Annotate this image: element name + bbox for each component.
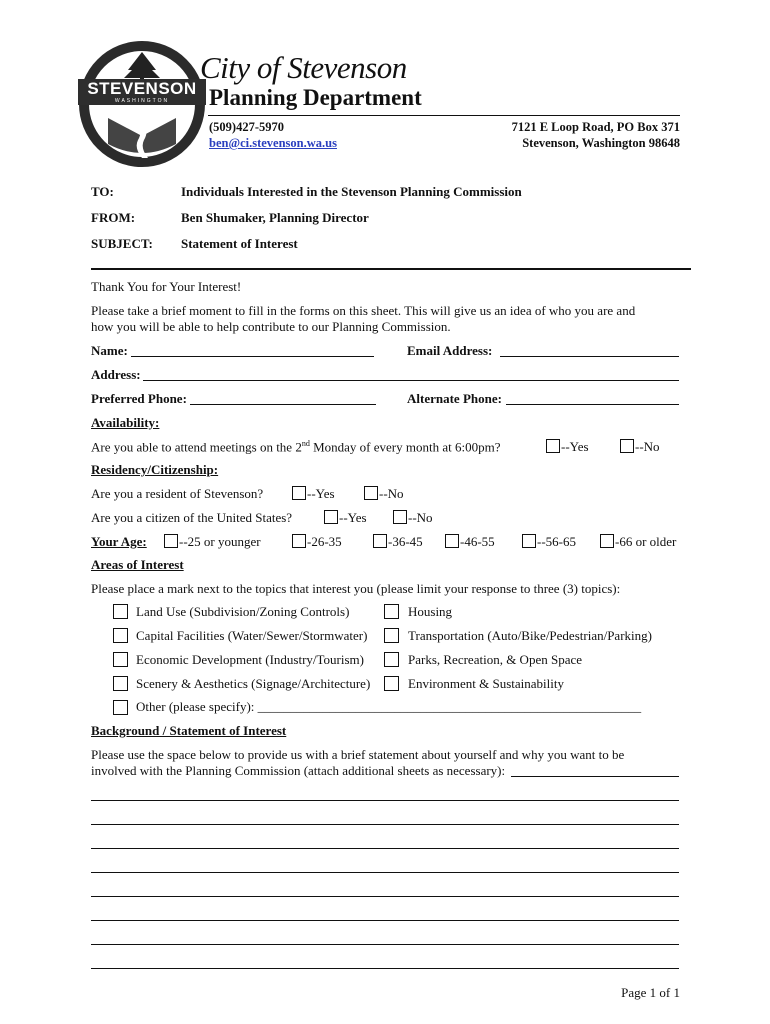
topic-housing-checkbox[interactable] [384,604,399,619]
alternate-phone-field[interactable] [506,404,679,405]
resident-no-checkbox[interactable] [364,486,378,500]
topic-label: Parks, Recreation, & Open Space [408,652,583,667]
resident-question: Are you a resident of Stevenson? [91,486,264,501]
email-field[interactable] [500,356,679,357]
dept-phone: (509)427-5970 [209,120,284,134]
memo-from-label: FROM: [91,210,136,225]
citizen-no-checkbox[interactable] [393,510,407,524]
topic-label: Scenery & Aesthetics (Signage/Architecture) [136,676,371,691]
memo-to-label: TO: [91,184,114,199]
age-option-checkbox[interactable] [164,534,178,548]
background-heading: Background / Statement of Interest [91,723,287,738]
background-line2: involved with the Planning Commission (attach additional sheets as necessary): [91,763,506,778]
citizen-no-label: --No [408,510,433,525]
areas-heading: Areas of Interest [91,557,184,572]
statement-line[interactable] [91,944,679,945]
page-number: Page 1 of 1 [621,985,680,1000]
age-option-checkbox[interactable] [600,534,614,548]
logo-subtext: WASHINGTON [114,98,170,104]
header-divider [208,115,680,116]
memo-to-value: Individuals Interested in the Stevenson Planning Commission [181,184,522,199]
memo-from-value: Ben Shumaker, Planning Director [181,210,369,225]
city-logo [78,40,206,168]
availability-no-label: --No [635,439,660,454]
topic-transportation-checkbox[interactable] [384,628,399,643]
department-title: Planning Department [209,85,422,110]
city-title: City of Stevenson [200,50,407,85]
statement-line[interactable] [91,824,679,825]
availability-question-sup: nd [301,439,310,448]
availability-question-pre: Are you able to attend meetings on the 2 [91,439,302,455]
availability-yes-label: --Yes [561,439,589,454]
age-option-checkbox[interactable] [373,534,387,548]
citizen-yes-label: --Yes [339,510,367,525]
logo-banner [78,79,206,105]
statement-line[interactable] [91,848,679,849]
statement-line[interactable] [91,800,679,801]
intro-line1: Please take a brief moment to fill in the forms on this sheet. This will give us an idea of who you are and [91,303,636,318]
topic-other-checkbox[interactable] [113,700,128,715]
age-option-label: -36-45 [388,534,423,549]
address-field[interactable] [143,380,679,381]
age-option-label: --56-65 [537,534,576,549]
age-option-label: -66 or older [615,534,677,549]
availability-question [91,439,500,455]
dept-address-line2: Stevenson, Washington 98648 [522,136,680,150]
age-option-checkbox[interactable] [292,534,306,548]
memo-subject-value: Statement of Interest [181,236,298,251]
name-label: Name: [91,343,128,358]
resident-yes-label: --Yes [307,486,335,501]
memo-divider [91,268,691,270]
thanks-text: Thank You for Your Interest! [91,279,242,294]
logo-text: STEVENSON [87,79,197,98]
residency-heading: Residency/Citizenship: [91,462,219,477]
topic-other-label: Other (please specify): ___________________________________________________________ [136,699,642,714]
name-field[interactable] [131,356,374,357]
email-label: Email Address: [407,343,493,358]
availability-question-post: Monday of every month at 6:00pm? [309,439,501,455]
topic-label: Environment & Sustainability [408,676,564,691]
preferred-phone-field[interactable] [190,404,376,405]
age-option-checkbox[interactable] [445,534,459,548]
topic-label: Land Use (Subdivision/Zoning Controls) [136,604,350,619]
intro-line2: how you will be able to help contribute to our Planning Commission. [91,319,451,334]
background-line1: Please use the space below to provide us with a brief statement about yourself and why you want to be [91,747,625,762]
availability-no-checkbox[interactable] [620,439,634,453]
topic-land-use-checkbox[interactable] [113,604,128,619]
topic-capital-facilities-checkbox[interactable] [113,628,128,643]
citizen-question: Are you a citizen of the United States? [91,510,293,525]
topic-label: Housing [408,604,453,619]
citizen-yes-checkbox[interactable] [324,510,338,524]
statement-line[interactable] [91,968,679,969]
age-label: Your Age: [91,534,147,549]
topic-label: Economic Development (Industry/Tourism) [136,652,364,667]
resident-yes-checkbox[interactable] [292,486,306,500]
topic-parks-checkbox[interactable] [384,652,399,667]
preferred-phone-label: Preferred Phone: [91,391,187,406]
statement-line[interactable] [91,872,679,873]
age-option-label: --25 or younger [179,534,261,549]
topic-environment-checkbox[interactable] [384,676,399,691]
areas-instruction: Please place a mark next to the topics that interest you (please limit your response to three (3) topics): [91,581,621,596]
address-label: Address: [91,367,141,382]
dept-email-link[interactable]: ben@ci.stevenson.wa.us [209,136,337,150]
statement-line[interactable] [511,776,679,777]
alternate-phone-label: Alternate Phone: [407,391,502,406]
age-option-checkbox[interactable] [522,534,536,548]
statement-line[interactable] [91,896,679,897]
topic-economic-development-checkbox[interactable] [113,652,128,667]
availability-heading: Availability: [91,415,160,430]
topic-label: Transportation (Auto/Bike/Pedestrian/Parking) [408,628,652,643]
age-option-label: -26-35 [307,534,342,549]
availability-yes-checkbox[interactable] [546,439,560,453]
memo-subject-label: SUBJECT: [91,236,153,251]
age-option-label: -46-55 [460,534,495,549]
topic-scenery-checkbox[interactable] [113,676,128,691]
dept-address-line1: 7121 E Loop Road, PO Box 371 [511,120,680,134]
statement-line[interactable] [91,920,679,921]
topic-label: Capital Facilities (Water/Sewer/Stormwater) [136,628,368,643]
resident-no-label: --No [379,486,404,501]
